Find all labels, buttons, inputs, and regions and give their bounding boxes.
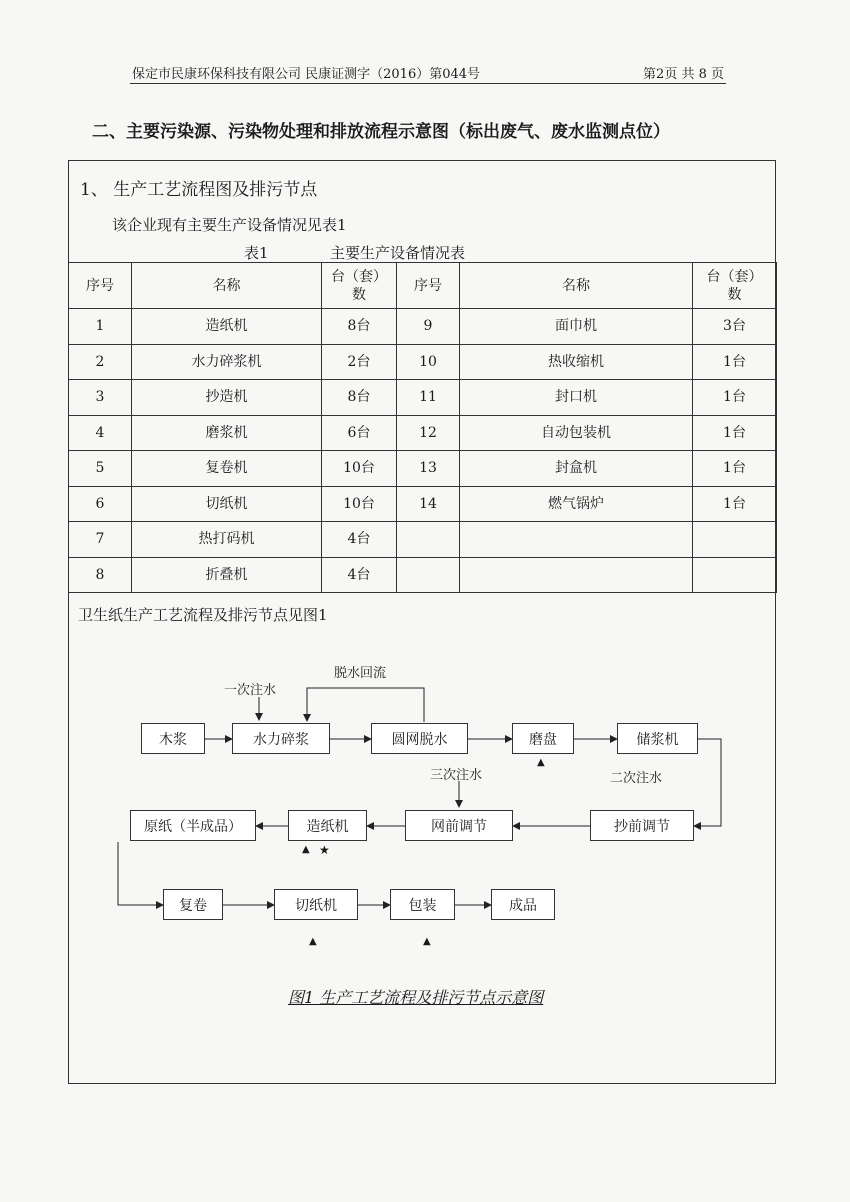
cell-name: 热收缩机: [460, 344, 693, 380]
label-first-water: 一次注水: [224, 683, 277, 698]
cell-count: 10台: [322, 486, 397, 522]
cell-no: 9: [397, 309, 460, 345]
noise-marker-paper-machine: ▲: [302, 844, 310, 855]
cell-count: 8台: [322, 309, 397, 345]
label-third-water: 三次注水: [430, 768, 483, 783]
cell-no: 8: [69, 557, 132, 593]
cell-no: 6: [69, 486, 132, 522]
cell-no: 2: [69, 344, 132, 380]
cell-name: 磨浆机: [132, 415, 322, 451]
cell-name: 切纸机: [132, 486, 322, 522]
cell-count: 10台: [322, 451, 397, 487]
header-page-number: 第2页 共 8 页: [643, 67, 724, 82]
cell-no: 1: [69, 309, 132, 345]
flow-box-paper-machine: 造纸机: [288, 810, 367, 841]
cell-count: 3台: [693, 309, 777, 345]
cell-no: 13: [397, 451, 460, 487]
flow-box-round-dewater: 圆网脱水: [371, 723, 468, 754]
flow-box-rewind: 复卷: [163, 889, 223, 920]
figure-intro: 卫生纸生产工艺流程及排污节点见图1: [78, 606, 328, 624]
header-name-2: 名称: [460, 263, 693, 309]
arrow-storage-to-precopy: [694, 739, 721, 826]
figure-caption: 图1 生产工艺流程及排污节点示意图: [288, 988, 544, 1007]
cell-name: 封盒机: [460, 451, 693, 487]
flow-box-pre-copy-adjust: 抄前调节: [590, 810, 694, 841]
sub-title: 1、 生产工艺流程图及排污节点: [80, 180, 318, 200]
flow-box-storage: 储浆机: [617, 723, 698, 754]
cell-no: 11: [397, 380, 460, 416]
cell-name: 水力碎浆机: [132, 344, 322, 380]
cell-name: 面巾机: [460, 309, 693, 345]
cell-count: 4台: [322, 522, 397, 558]
flow-box-wood-pulp: 木浆: [141, 723, 205, 754]
header-no: 序号: [69, 263, 132, 309]
cell-name: 燃气锅炉: [460, 486, 693, 522]
flow-box-hydro-pulper: 水力碎浆: [232, 723, 330, 754]
cell-name: 抄造机: [132, 380, 322, 416]
flow-box-packing: 包装: [390, 889, 455, 920]
header-company-report-no: 保定市民康环保科技有限公司 民康证测字（2016）第044号: [132, 67, 481, 82]
header-name: 名称: [132, 263, 322, 309]
cell-count: 1台: [693, 344, 777, 380]
header-no-2: 序号: [397, 263, 460, 309]
cell-count: 4台: [322, 557, 397, 593]
cell-no: 7: [69, 522, 132, 558]
flow-box-cutter: 切纸机: [274, 889, 358, 920]
cell-no: 3: [69, 380, 132, 416]
cell-no: 12: [397, 415, 460, 451]
noise-marker-cutter: ▲: [309, 936, 317, 947]
waste-marker-paper-machine: ★: [319, 843, 330, 857]
arrow-dewater-return: [307, 688, 424, 722]
cell-count: 1台: [693, 451, 777, 487]
cell-count: 1台: [693, 380, 777, 416]
table-caption-number: 表1: [244, 244, 269, 262]
cell-count: 1台: [693, 486, 777, 522]
cell-count: 1台: [693, 415, 777, 451]
cell-name: 自动包装机: [460, 415, 693, 451]
cell-no: 14: [397, 486, 460, 522]
header-count: 台（套） 数: [322, 263, 397, 309]
table-caption-title: 主要生产设备情况表: [330, 244, 466, 262]
cell-name: 热打码机: [132, 522, 322, 558]
cell-name: 封口机: [460, 380, 693, 416]
flow-box-refiner: 磨盘: [512, 723, 574, 754]
arrow-basepaper-to-rewind: [118, 842, 163, 905]
header-count-2: 台（套） 数: [693, 263, 777, 309]
cell-count: 6台: [322, 415, 397, 451]
flow-box-pre-mesh-adjust: 网前调节: [405, 810, 513, 841]
label-second-water: 二次注水: [610, 771, 663, 786]
cell-name: 复卷机: [132, 451, 322, 487]
label-dewater-return: 脱水回流: [334, 666, 387, 681]
section-title: 二、主要污染源、污染物处理和排放流程示意图（标出废气、废水监测点位）: [92, 122, 670, 142]
noise-marker-packing: ▲: [423, 936, 431, 947]
noise-marker-refiner: ▲: [537, 757, 545, 768]
cell-no: 5: [69, 451, 132, 487]
cell-count: 2台: [322, 344, 397, 380]
table-intro: 该企业现有主要生产设备情况见表1: [112, 216, 347, 234]
flow-box-base-paper: 原纸（半成品）: [130, 810, 256, 841]
flow-box-product: 成品: [491, 889, 555, 920]
cell-count: 8台: [322, 380, 397, 416]
cell-name: 造纸机: [132, 309, 322, 345]
cell-no: 4: [69, 415, 132, 451]
cell-name: 折叠机: [132, 557, 322, 593]
cell-no: 10: [397, 344, 460, 380]
